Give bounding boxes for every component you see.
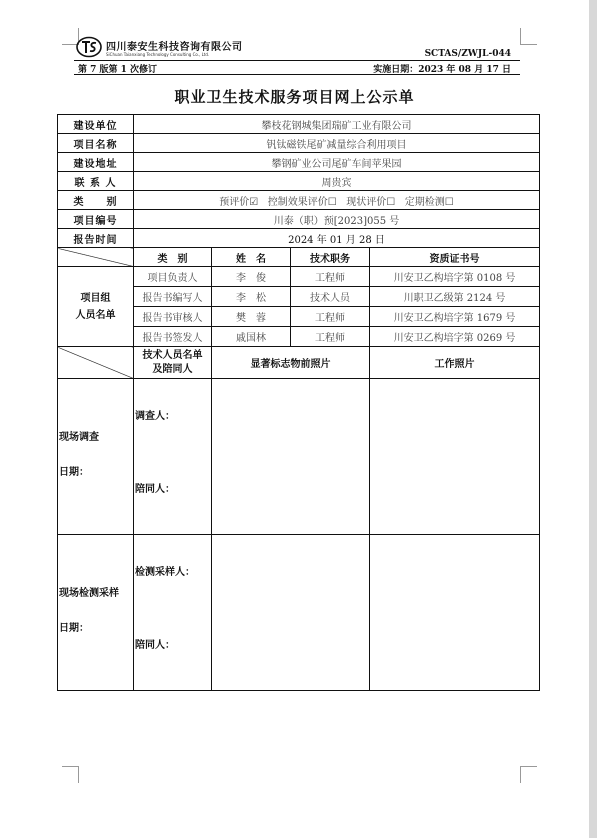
row-address [58,153,540,172]
row-contact [58,172,540,191]
staff-header-name: 姓 名 [212,248,291,267]
document-code: SCTAS/ZWJL-044 [424,49,511,59]
sampling-work-photo-area[interactable] [370,535,540,691]
address-label: 建设地址 [58,153,134,172]
staff-group-label: 项目组 人员名单 [58,267,134,347]
staff-cert: 川安卫乙构培字第 0269 号 [370,327,540,347]
landmark-photo-area[interactable] [212,379,370,535]
address-value: 攀钢矿业公司尾矿车间苹果园 [134,153,540,172]
company-logo-icon [76,36,102,58]
staff-role: 报告书签发人 [134,327,212,347]
crop-mark-bottom-right [520,766,537,783]
staff-header-title: 技术职务 [291,248,370,267]
project-label: 项目名称 [58,134,134,153]
table-row [58,267,540,287]
report-time-label: 报告时间 [58,229,134,248]
staff-role: 项目负责人 [134,267,212,287]
contact-label: 联 系 人 [58,172,134,191]
survey-date-label: 日期： [59,466,89,478]
staff-name: 戚国林 [212,327,291,347]
staff-cert: 川安卫乙构培字第 0108 号 [370,267,540,287]
staff-header-row [58,248,540,267]
header-rule [74,60,520,61]
category-status-evaluation-checkbox[interactable]: 现状评价☐ [346,196,396,208]
staff-name: 樊 蓉 [212,307,291,327]
crop-mark-bottom-left [62,766,79,783]
project-number-label: 项目编号 [58,210,134,229]
company-name: 四川泰安生科技咨询有限公司 [106,42,243,53]
work-photo-area[interactable] [370,379,540,535]
diagonal-cell [58,248,134,267]
staff-title: 工程师 [291,307,370,327]
row-project [58,134,540,153]
publicity-form-table [57,114,540,691]
staff-name: 李 松 [212,287,291,307]
row-number [58,210,540,229]
photo-header-landmark: 显著标志物前照片 [212,347,370,379]
project-value: 钒钛磁铁尾矿减量综合利用项目 [134,134,540,153]
survey-people-cell [134,379,212,535]
photo-header-staff: 技术人员名单 及陪同人 [134,347,212,379]
sampling-row [58,535,540,691]
header-rule [74,74,520,75]
crop-mark-top-right [520,28,537,45]
staff-header-cert: 资质证书号 [370,248,540,267]
survey-companion-label: 陪同人： [135,484,175,495]
staff-header-role: 类 别 [134,248,212,267]
staff-cert: 川安卫乙构培字第 1679 号 [370,307,540,327]
company-name-english: SiChuan Taianxiang Technology Consulting Co., Ltd. [106,52,210,57]
photo-header-row [58,347,540,379]
sampling-label-cell [58,535,134,691]
implementation-date: 实施日期：2023 年 08 月 17 日 [373,65,511,75]
staff-title: 工程师 [291,327,370,347]
row-report-time [58,229,540,248]
project-number-value: 川泰（职）预[2023]055 号 [134,210,540,229]
sampling-landmark-photo-area[interactable] [212,535,370,691]
staff-role: 报告书编写人 [134,287,212,307]
category-pre-evaluation-checkbox[interactable]: 预评价☑ [219,196,259,208]
sampling-companion-label: 陪同人： [135,640,175,651]
category-label: 类 别 [58,191,134,210]
survey-label-cell [58,379,134,535]
sampling-label: 现场检测采样 [59,587,119,599]
staff-role: 报告书审核人 [134,307,212,327]
staff-title: 技术人员 [291,287,370,307]
investigator-label: 调查人： [135,411,175,422]
staff-name: 李 俊 [212,267,291,287]
sampler-label: 检测采样人： [135,567,195,578]
unit-label: 建设单位 [58,115,134,134]
version-text: 第 7 版第 1 次修订 [78,65,158,75]
survey-row [58,379,540,535]
survey-label: 现场调查 [59,431,99,443]
category-control-effect-checkbox[interactable]: 控制效果评价☐ [267,196,337,208]
staff-cert: 川职卫乙级第 2124 号 [370,287,540,307]
sampling-date-label: 日期： [59,622,89,634]
row-category [58,191,540,210]
staff-title: 工程师 [291,267,370,287]
report-time-value: 2024 年 01 月 28 日 [134,229,540,248]
category-options [134,191,540,210]
unit-value: 攀枝花钢城集团瑞矿工业有限公司 [134,115,540,134]
row-unit [58,115,540,134]
category-periodic-test-checkbox[interactable]: 定期检测☐ [404,196,454,208]
document-title: 职业卫生技术服务项目网上公示单 [174,88,415,106]
diagonal-cell [58,347,134,379]
sampling-people-cell [134,535,212,691]
viewer-scrollbar[interactable] [589,0,597,838]
photo-header-work: 工作照片 [370,347,540,379]
contact-value: 周贵宾 [134,172,540,191]
